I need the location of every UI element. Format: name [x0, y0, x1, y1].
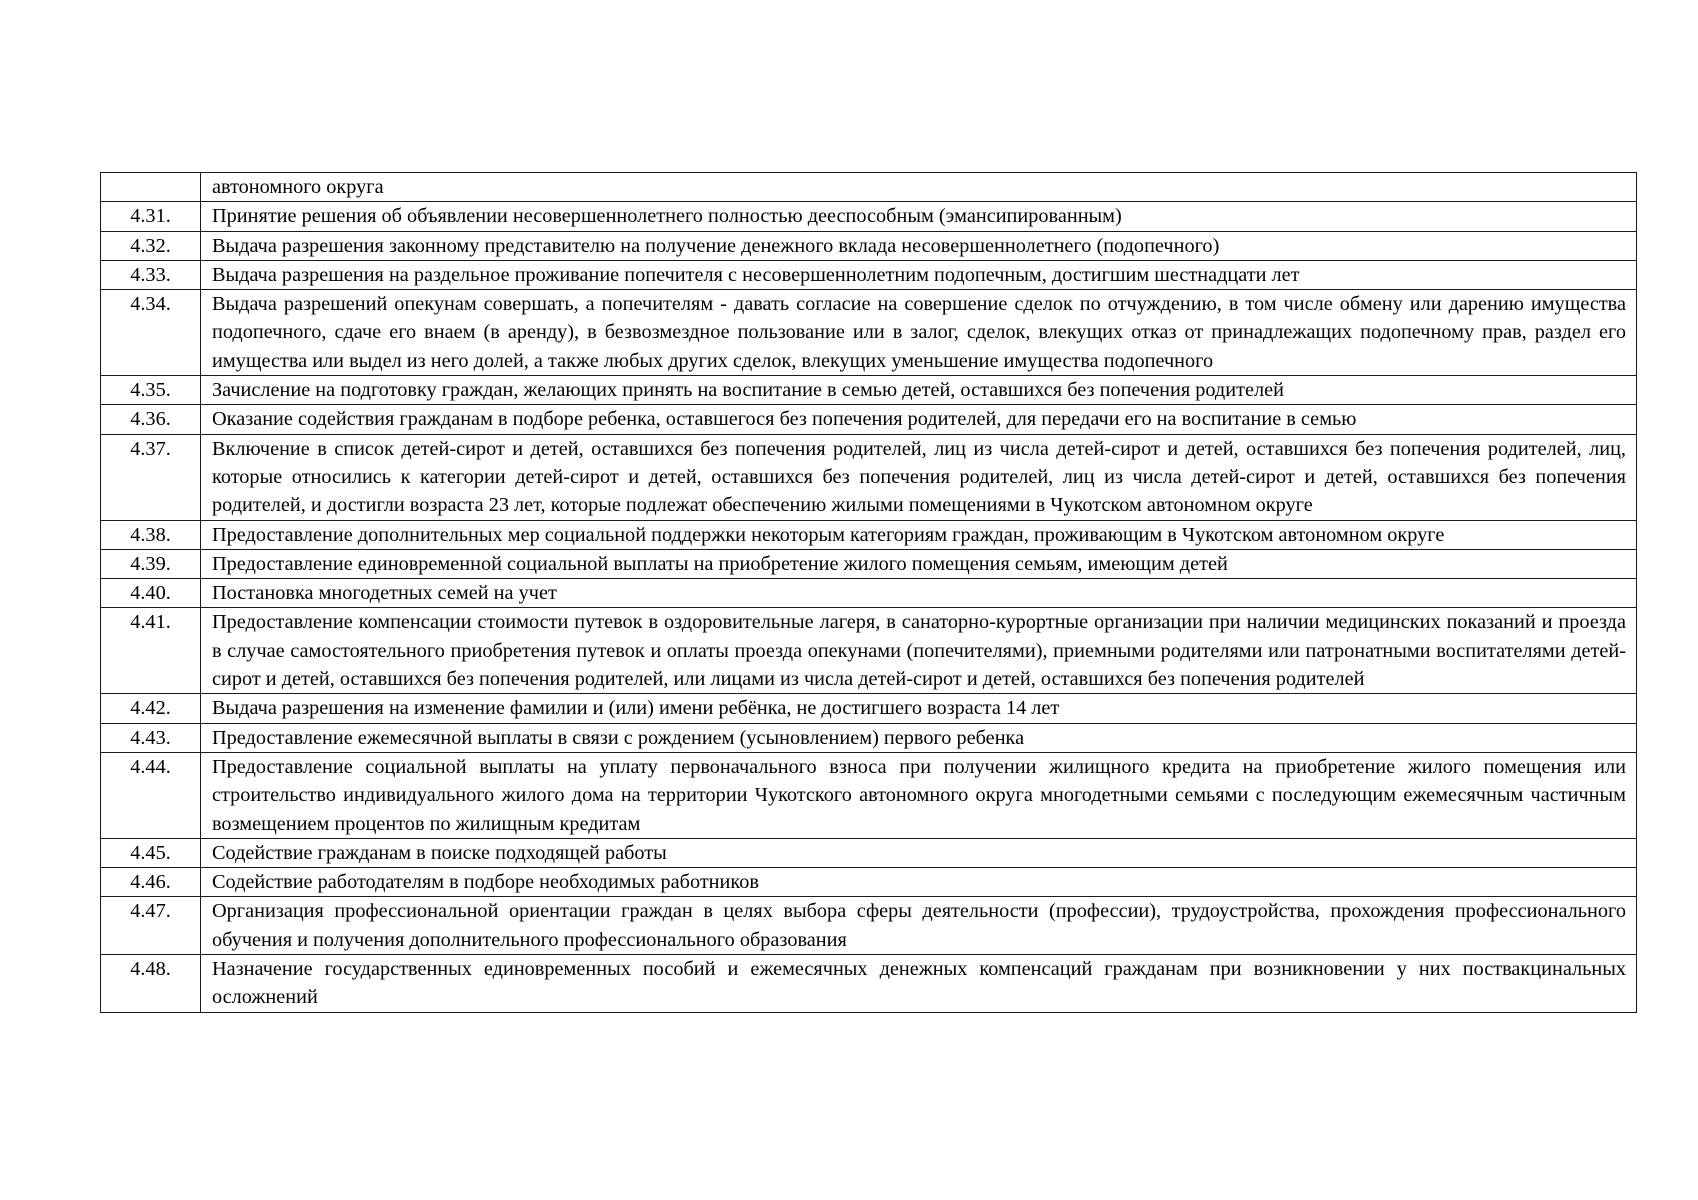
service-description: Содействие работодателям в подборе необходимых работников [201, 868, 1637, 897]
service-description: Выдача разрешения на раздельное проживание попечителя с несовершеннолетним подопечным, достигшим шестнадцати лет [201, 260, 1637, 289]
row-number: 4.46. [101, 868, 201, 897]
table-row [101, 290, 1637, 376]
row-number: 4.32. [101, 231, 201, 260]
table-row [101, 723, 1637, 752]
service-description: Предоставление социальной выплаты на уплату первоначального взноса при получении жилищного кредита на приобретение жилого помещения или строительство индивидуального жилого дома на территории Чукотского автономного округа многодетными семьями с последующим ежемесячным частичным возмещением процентов по жилищным кредитам [201, 752, 1637, 838]
row-number: 4.39. [101, 549, 201, 578]
row-number: 4.33. [101, 260, 201, 289]
table-row [101, 838, 1637, 867]
row-number: 4.43. [101, 723, 201, 752]
table-row [101, 694, 1637, 723]
row-number: 4.34. [101, 290, 201, 376]
table-row [101, 549, 1637, 578]
table-row [101, 608, 1637, 694]
table-row [101, 752, 1637, 838]
service-description: автономного округа [201, 173, 1637, 202]
table-row [101, 868, 1637, 897]
service-description: Назначение государственных единовременных пособий и ежемесячных денежных компенсаций гражданам при возникновении у них поствакцинальных осложнений [201, 955, 1637, 1013]
service-description: Предоставление ежемесячной выплаты в связи с рождением (усыновлением) первого ребенка [201, 723, 1637, 752]
services-table [100, 172, 1637, 1013]
row-number: 4.47. [101, 897, 201, 955]
service-description: Выдача разрешения законному представителю на получение денежного вклада несовершеннолетнего (подопечного) [201, 231, 1637, 260]
row-number: 4.44. [101, 752, 201, 838]
table-row [101, 520, 1637, 549]
service-description: Предоставление единовременной социальной выплаты на приобретение жилого помещения семьям, имеющим детей [201, 549, 1637, 578]
table-row [101, 579, 1637, 608]
service-description: Постановка многодетных семей на учет [201, 579, 1637, 608]
row-number: 4.31. [101, 202, 201, 231]
services-table-body [101, 173, 1637, 1013]
table-row [101, 173, 1637, 202]
service-description: Зачисление на подготовку граждан, желающих принять на воспитание в семью детей, оставшихся без попечения родителей [201, 376, 1637, 405]
table-row [101, 434, 1637, 520]
row-number: 4.40. [101, 579, 201, 608]
row-number: 4.48. [101, 955, 201, 1013]
row-number: 4.42. [101, 694, 201, 723]
service-description: Оказание содействия гражданам в подборе ребенка, оставшегося без попечения родителей, для передачи его на воспитание в семью [201, 405, 1637, 434]
service-description: Выдача разрешений опекунам совершать, а попечителям - давать согласие на совершение сделок по отчуждению, в том числе обмену или дарению имущества подопечного, сдаче его внаем (в аренду), в безвозмездное пользование или в залог, сделок, влекущих отказ от принадлежащих подопечному прав, раздел его имущества или выдел из него долей, а также любых других сделок, влекущих уменьшение имущества подопечного [201, 290, 1637, 376]
row-number: 4.41. [101, 608, 201, 694]
table-row [101, 955, 1637, 1013]
table-row [101, 202, 1637, 231]
table-row [101, 231, 1637, 260]
service-description: Включение в список детей-сирот и детей, оставшихся без попечения родителей, лиц из числа детей-сирот и детей, оставшихся без попечения родителей, лиц, которые относились к категории детей-сирот и детей, оставшихся без попечения родителей, лиц из числа детей-сирот и детей, оставшихся без попечения родителей, и достигли возраста 23 лет, которые подлежат обеспечению жилыми помещениями в Чукотском автономном округе [201, 434, 1637, 520]
table-row [101, 405, 1637, 434]
row-number: 4.35. [101, 376, 201, 405]
row-number: 4.37. [101, 434, 201, 520]
row-number: 4.36. [101, 405, 201, 434]
service-description: Выдача разрешения на изменение фамилии и (или) имени ребёнка, не достигшего возраста 14 лет [201, 694, 1637, 723]
table-row [101, 376, 1637, 405]
service-description: Принятие решения об объявлении несовершеннолетнего полностью дееспособным (эмансипированным) [201, 202, 1637, 231]
table-row [101, 897, 1637, 955]
service-description: Предоставление компенсации стоимости путевок в оздоровительные лагеря, в санаторно-курортные организации при наличии медицинских показаний и проезда в случае самостоятельного приобретения путевок и оплаты проезда опекунами (попечителями), приемными родителями или патронатными воспитателями детей-сирот и детей, оставшихся без попечения родителей, или лицами из числа детей-сирот и детей, оставшихся без попечения родителей [201, 608, 1637, 694]
row-number: 4.38. [101, 520, 201, 549]
service-description: Предоставление дополнительных мер социальной поддержки некоторым категориям граждан, проживающим в Чукотском автономном округе [201, 520, 1637, 549]
row-number [101, 173, 201, 202]
table-row [101, 260, 1637, 289]
row-number: 4.45. [101, 838, 201, 867]
service-description: Содействие гражданам в поиске подходящей работы [201, 838, 1637, 867]
service-description: Организация профессиональной ориентации граждан в целях выбора сферы деятельности (профессии), трудоустройства, прохождения профессионального обучения и получения дополнительного профессионального образования [201, 897, 1637, 955]
